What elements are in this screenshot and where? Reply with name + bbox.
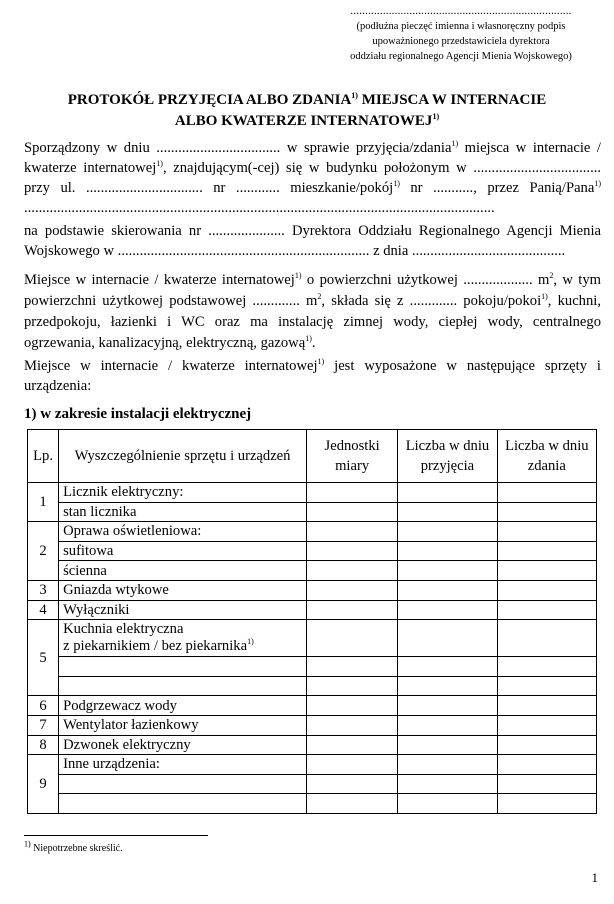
item-name: Inne urządzenia: xyxy=(59,755,307,775)
table-row xyxy=(28,522,597,542)
returned-count-cell[interactable] xyxy=(497,541,596,561)
received-count-cell[interactable] xyxy=(398,541,497,561)
table-header-row xyxy=(28,430,597,483)
received-count-cell[interactable] xyxy=(398,774,497,794)
column-header: Liczba w dniu przyjęcia xyxy=(398,430,497,483)
row-number: 7 xyxy=(28,715,59,735)
unit-cell[interactable] xyxy=(306,502,397,522)
received-count-cell[interactable] xyxy=(398,657,497,677)
unit-cell[interactable] xyxy=(306,676,397,696)
item-name: stan licznika xyxy=(59,502,307,522)
returned-count-cell[interactable] xyxy=(497,735,596,755)
table-row xyxy=(28,561,597,581)
table-row xyxy=(28,715,597,735)
table-row xyxy=(28,600,597,620)
unit-cell[interactable] xyxy=(306,600,397,620)
unit-cell[interactable] xyxy=(306,735,397,755)
equipment-table xyxy=(27,429,597,814)
row-number: 2 xyxy=(28,522,59,581)
received-count-cell[interactable] xyxy=(398,620,497,657)
table-row xyxy=(28,502,597,522)
paragraph-equipment: Miejsce w internacie / kwaterze internatowej$^{1)}$ jest wyposażone w następujące sprzęty i urządzenia: xyxy=(24,357,601,394)
item-name: Wentylator łazienkowy xyxy=(59,715,307,735)
table-row xyxy=(28,794,597,814)
returned-count-cell[interactable] xyxy=(497,774,596,794)
table-row xyxy=(28,774,597,794)
returned-count-cell[interactable] xyxy=(497,502,596,522)
row-number: 9 xyxy=(28,755,59,814)
stamp-caption-line: oddziału regionalnego Agencji Mienia Wojskowego) xyxy=(350,51,572,62)
item-name: Gniazda wtykowe xyxy=(59,580,307,600)
received-count-cell[interactable] xyxy=(398,561,497,581)
item-name: sufitowa xyxy=(59,541,307,561)
row-number: 3 xyxy=(28,580,59,600)
section-heading: 1) w zakresie instalacji elektrycznej xyxy=(24,406,252,422)
table-row xyxy=(28,483,597,503)
column-header: Wyszczególnienie sprzętu i urządzeń xyxy=(59,430,307,483)
item-name[interactable] xyxy=(59,676,307,696)
unit-cell[interactable] xyxy=(306,561,397,581)
column-header: Jednostki miary xyxy=(306,430,397,483)
item-name: Kuchnia elektryczna z piekarnikiem / bez piekarnika$^{1)}$ xyxy=(59,620,307,657)
unit-cell[interactable] xyxy=(306,541,397,561)
stamp-caption-line: (podłużna pieczęć imienna i własnoręczny podpis xyxy=(356,21,566,32)
table-row xyxy=(28,657,597,677)
returned-count-cell[interactable] xyxy=(497,620,596,657)
received-count-cell[interactable] xyxy=(398,600,497,620)
item-name[interactable] xyxy=(59,774,307,794)
unit-cell[interactable] xyxy=(306,774,397,794)
received-count-cell[interactable] xyxy=(398,794,497,814)
paragraph-referral: na podstawie skierowania nr ..................... Dyrektora Oddziału Regionalnego Agencji Mienia Wojskowego w ..................................................................... z dnia .......................................... xyxy=(24,223,601,259)
table-row xyxy=(28,755,597,775)
unit-cell[interactable] xyxy=(306,715,397,735)
unit-cell[interactable] xyxy=(306,696,397,716)
received-count-cell[interactable] xyxy=(398,696,497,716)
footnote-separator xyxy=(24,835,208,836)
paragraph-drafted: Sporządzony w dniu .................................. w sprawie przyjęcia/zdania$^{1)}$ miejsca w internacie / kwaterze internatowej$^{1)}$, znajdującym(-cej) się w budynku położonym w ................................... przy ul. ................................ nr ............ mieszkanie/pokój$^{1)}$ nr ..........., przez Panią/Pana$^{1)}$ ................................................................................................................................. xyxy=(24,139,602,216)
column-header: Liczba w dniu zdania xyxy=(497,430,596,483)
returned-count-cell[interactable] xyxy=(497,696,596,716)
row-number: 1 xyxy=(28,483,59,522)
table-row xyxy=(28,676,597,696)
returned-count-cell[interactable] xyxy=(497,600,596,620)
row-number: 8 xyxy=(28,735,59,755)
received-count-cell[interactable] xyxy=(398,676,497,696)
unit-cell[interactable] xyxy=(306,657,397,677)
stamp-caption-line: upoważnionego przedstawiciela dyrektora xyxy=(372,36,550,47)
column-header: Lp. xyxy=(28,430,59,483)
row-number: 6 xyxy=(28,696,59,716)
item-name: Podgrzewacz wody xyxy=(59,696,307,716)
received-count-cell[interactable] xyxy=(398,580,497,600)
unit-cell[interactable] xyxy=(306,755,397,775)
item-name: Dzwonek elektryczny xyxy=(59,735,307,755)
returned-count-cell[interactable] xyxy=(497,794,596,814)
item-name: Wyłączniki xyxy=(59,600,307,620)
returned-count-cell[interactable] xyxy=(497,657,596,677)
document-title: PROTOKÓŁ PRZYJĘCIA ALBO ZDANIA$^{1)}$ MIEJSCA W INTERNACIE ALBO KWATERZE INTERNATOWEJ$^{1)}$ xyxy=(67,91,547,129)
table-row xyxy=(28,735,597,755)
received-count-cell[interactable] xyxy=(398,735,497,755)
item-name: ścienna xyxy=(59,561,307,581)
unit-cell[interactable] xyxy=(306,580,397,600)
received-count-cell[interactable] xyxy=(398,502,497,522)
item-name[interactable] xyxy=(59,794,307,814)
page-number: 1 xyxy=(591,870,598,885)
returned-count-cell[interactable] xyxy=(497,580,596,600)
returned-count-cell[interactable] xyxy=(497,561,596,581)
signature-stamp-block xyxy=(322,4,600,64)
table-row xyxy=(28,541,597,561)
received-count-cell[interactable] xyxy=(398,715,497,735)
item-name: Oprawa oświetleniowa: xyxy=(59,522,307,542)
unit-cell[interactable] xyxy=(306,620,397,657)
footnote: $^{1)}$ Niepotrzebne skreślić. xyxy=(24,839,123,854)
paragraph-area: Miejsce w internacie / kwaterze internatowej$^{1)}$ o powierzchni użytkowej ................... $m^2$, w tym powierzchni użytkowej podstawowej ............. $m^2$, składa się z ............. pokoju/pokoi$^{1)}$, kuchni, przedpokoju, łazienki i WC oraz ma instalację zimnej wody, ciepłej wody, centralnego ogrzewania, kanalizacyjną, elektryczną, gazową$^{1)}$. xyxy=(24,271,601,351)
received-count-cell[interactable] xyxy=(398,755,497,775)
returned-count-cell[interactable] xyxy=(497,715,596,735)
row-number: 5 xyxy=(28,620,59,696)
returned-count-cell[interactable] xyxy=(497,755,596,775)
returned-count-cell[interactable] xyxy=(497,676,596,696)
row-number: 4 xyxy=(28,600,59,620)
table-row xyxy=(28,696,597,716)
table-row xyxy=(28,620,597,657)
item-name[interactable] xyxy=(59,657,307,677)
item-name: Licznik elektryczny: xyxy=(59,483,307,503)
unit-cell[interactable] xyxy=(306,794,397,814)
signature-line: ........................................................................... xyxy=(350,5,572,17)
table-row xyxy=(28,580,597,600)
